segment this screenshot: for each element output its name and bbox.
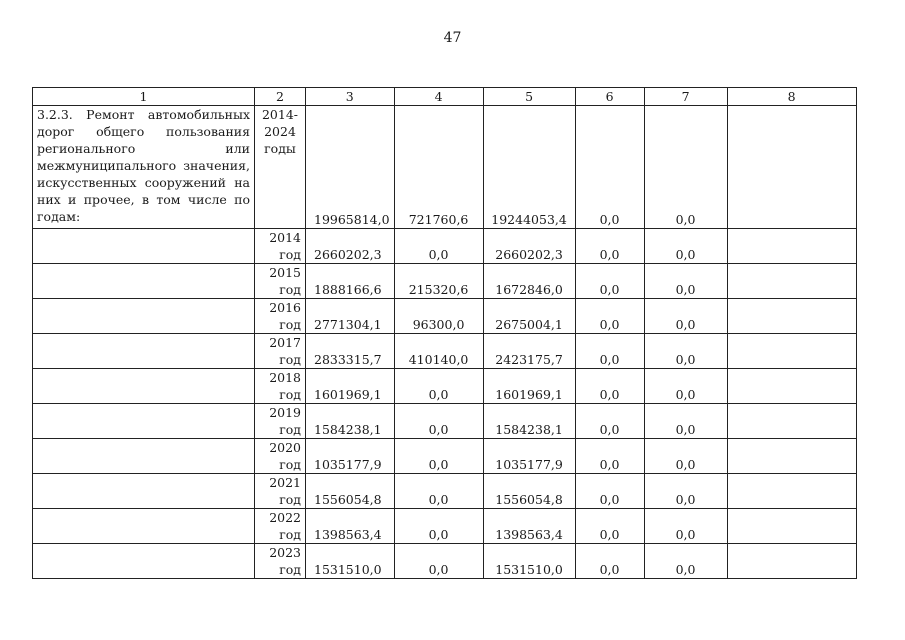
year-number: 2014: [269, 230, 301, 245]
cell-col-5: 1584238,1: [483, 404, 575, 439]
cell-col-8: [727, 474, 856, 509]
cell-col-6: 0,0: [575, 509, 644, 544]
cell-col-3: 1531510,0: [306, 544, 395, 579]
cell-col-8: [727, 334, 856, 369]
total-col-8: [727, 106, 856, 229]
year-unit: год: [279, 282, 301, 297]
cell-col-4: 0,0: [394, 439, 483, 474]
row-year: [255, 299, 306, 334]
cell-col-7: 0,0: [644, 439, 727, 474]
funding-table: [32, 87, 857, 579]
row-description: [33, 264, 255, 299]
cell-col-3: 2660202,3: [306, 229, 395, 264]
year-number: 2017: [269, 335, 301, 350]
header-cell-3: 3: [306, 88, 395, 106]
measure-description: 3.2.3. Ремонт автомобильных дорог общего пользования регионального или межмуниципального значения, искусственных сооружений на них и прочее, в том числе по годам:: [33, 106, 255, 229]
cell-col-5: 1672846,0: [483, 264, 575, 299]
cell-col-3: 1888166,6: [306, 264, 395, 299]
cell-col-3: 1556054,8: [306, 474, 395, 509]
row-description: [33, 404, 255, 439]
header-cell-5: 5: [483, 88, 575, 106]
cell-col-8: [727, 509, 856, 544]
row-year: [255, 334, 306, 369]
table-row: [33, 439, 857, 474]
cell-col-5: 2675004,1: [483, 299, 575, 334]
cell-col-4: 0,0: [394, 369, 483, 404]
table-row: [33, 264, 857, 299]
total-col-7: 0,0: [644, 106, 727, 229]
cell-col-6: 0,0: [575, 334, 644, 369]
cell-col-8: [727, 544, 856, 579]
cell-col-4: 0,0: [394, 509, 483, 544]
cell-col-6: 0,0: [575, 404, 644, 439]
cell-col-3: 1584238,1: [306, 404, 395, 439]
year-number: 2016: [269, 300, 301, 315]
row-description: [33, 334, 255, 369]
cell-col-7: 0,0: [644, 299, 727, 334]
cell-col-4: 0,0: [394, 544, 483, 579]
cell-col-7: 0,0: [644, 334, 727, 369]
cell-col-5: 1035177,9: [483, 439, 575, 474]
row-description: [33, 544, 255, 579]
year-number: 2023: [269, 545, 301, 560]
cell-col-3: 2771304,1: [306, 299, 395, 334]
row-description: [33, 369, 255, 404]
cell-col-7: 0,0: [644, 509, 727, 544]
row-year: [255, 369, 306, 404]
cell-col-5: 2660202,3: [483, 229, 575, 264]
cell-col-4: 0,0: [394, 229, 483, 264]
cell-col-6: 0,0: [575, 474, 644, 509]
table-row: [33, 474, 857, 509]
year-unit: год: [279, 352, 301, 367]
year-number: 2018: [269, 370, 301, 385]
row-description: [33, 474, 255, 509]
header-cell-2: 2: [255, 88, 306, 106]
cell-col-4: 0,0: [394, 474, 483, 509]
cell-col-8: [727, 264, 856, 299]
cell-col-3: 2833315,7: [306, 334, 395, 369]
cell-col-5: 1398563,4: [483, 509, 575, 544]
cell-col-8: [727, 229, 856, 264]
total-col-3: 19965814,0: [306, 106, 395, 229]
table-row: [33, 509, 857, 544]
header-cell-6: 6: [575, 88, 644, 106]
cell-col-5: 2423175,7: [483, 334, 575, 369]
header-cell-1: 1: [33, 88, 255, 106]
cell-col-8: [727, 439, 856, 474]
header-cell-8: 8: [727, 88, 856, 106]
measure-period: 2014-2024 годы: [255, 106, 306, 229]
header-cell-4: 4: [394, 88, 483, 106]
total-col-6: 0,0: [575, 106, 644, 229]
row-description: [33, 509, 255, 544]
year-number: 2022: [269, 510, 301, 525]
table-row: [33, 369, 857, 404]
cell-col-6: 0,0: [575, 544, 644, 579]
row-year: [255, 264, 306, 299]
row-year: [255, 229, 306, 264]
row-description: [33, 229, 255, 264]
cell-col-7: 0,0: [644, 404, 727, 439]
year-unit: год: [279, 527, 301, 542]
total-col-4: 721760,6: [394, 106, 483, 229]
header-cell-7: 7: [644, 88, 727, 106]
header-row: [33, 88, 857, 106]
cell-col-3: 1601969,1: [306, 369, 395, 404]
cell-col-6: 0,0: [575, 369, 644, 404]
cell-col-4: 215320,6: [394, 264, 483, 299]
year-unit: год: [279, 457, 301, 472]
year-unit: год: [279, 317, 301, 332]
row-description: [33, 439, 255, 474]
cell-col-6: 0,0: [575, 264, 644, 299]
cell-col-7: 0,0: [644, 369, 727, 404]
year-number: 2021: [269, 475, 301, 490]
cell-col-7: 0,0: [644, 264, 727, 299]
year-number: 2015: [269, 265, 301, 280]
cell-col-6: 0,0: [575, 229, 644, 264]
cell-col-8: [727, 369, 856, 404]
table-row: [33, 229, 857, 264]
cell-col-5: 1531510,0: [483, 544, 575, 579]
cell-col-7: 0,0: [644, 544, 727, 579]
table-row: [33, 334, 857, 369]
total-col-5: 19244053,4: [483, 106, 575, 229]
row-description: [33, 299, 255, 334]
total-row: [33, 106, 857, 229]
cell-col-4: 96300,0: [394, 299, 483, 334]
cell-col-6: 0,0: [575, 439, 644, 474]
year-number: 2020: [269, 440, 301, 455]
cell-col-3: 1398563,4: [306, 509, 395, 544]
row-year: [255, 474, 306, 509]
cell-col-4: 0,0: [394, 404, 483, 439]
row-year: [255, 404, 306, 439]
row-year: [255, 439, 306, 474]
cell-col-4: 410140,0: [394, 334, 483, 369]
cell-col-7: 0,0: [644, 229, 727, 264]
table-row: [33, 544, 857, 579]
cell-col-7: 0,0: [644, 474, 727, 509]
cell-col-8: [727, 404, 856, 439]
cell-col-5: 1556054,8: [483, 474, 575, 509]
cell-col-6: 0,0: [575, 299, 644, 334]
year-unit: год: [279, 492, 301, 507]
year-unit: год: [279, 387, 301, 402]
cell-col-5: 1601969,1: [483, 369, 575, 404]
row-year: [255, 544, 306, 579]
page-number: 47: [443, 30, 462, 46]
table-row: [33, 404, 857, 439]
cell-col-8: [727, 299, 856, 334]
year-number: 2019: [269, 405, 301, 420]
year-unit: год: [279, 562, 301, 577]
table-row: [33, 299, 857, 334]
cell-col-3: 1035177,9: [306, 439, 395, 474]
row-year: [255, 509, 306, 544]
year-unit: год: [279, 422, 301, 437]
year-unit: год: [279, 247, 301, 262]
